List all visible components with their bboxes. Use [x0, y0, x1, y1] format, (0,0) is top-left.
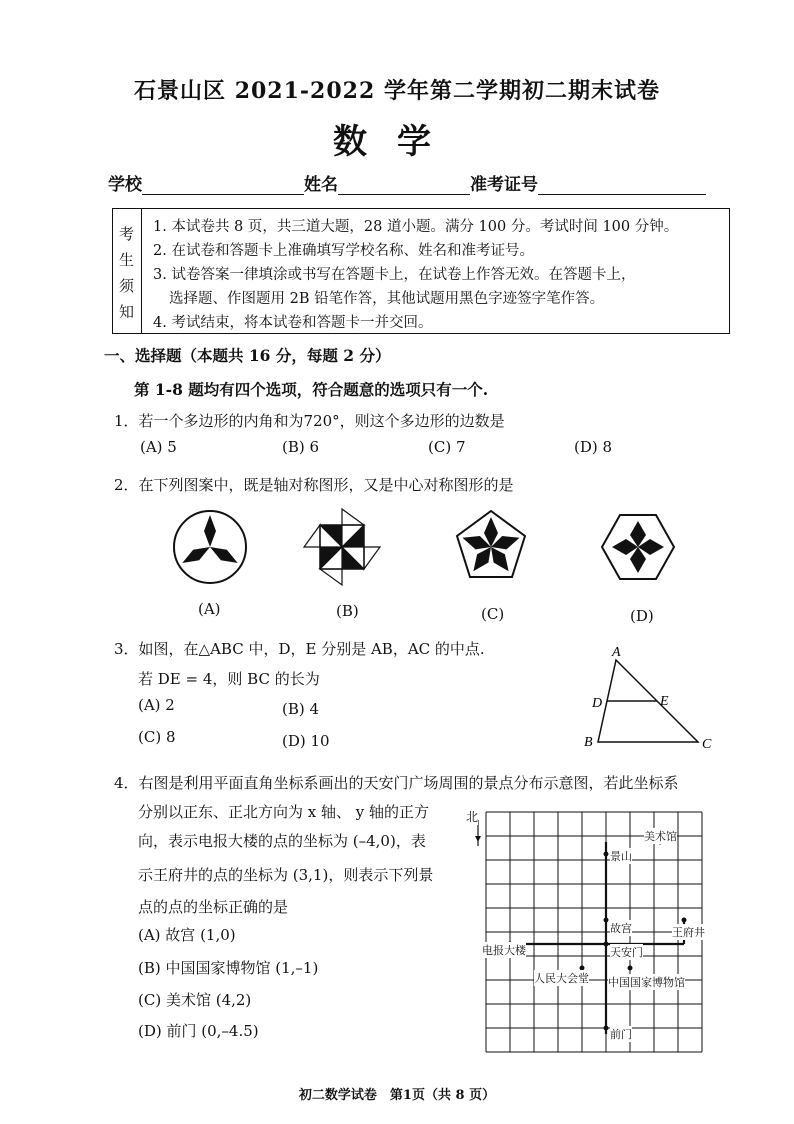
- q1-option-d[interactable]: (D) 8: [574, 438, 613, 456]
- point-b-label: B: [584, 735, 593, 750]
- page-footer: 初二数学试卷 第1页（共 8 页）: [298, 1088, 496, 1103]
- notice-item: 2. 在试卷和答题卡上准确填写学校名称、姓名和准考证号。: [153, 243, 534, 259]
- q2-label-c[interactable]: (C): [481, 605, 505, 623]
- q3-option-c[interactable]: (C) 8: [138, 728, 176, 746]
- q4-stem-line: 示王府井的点的坐标为 (3,1)，则表示下列景: [138, 866, 434, 884]
- point-d-label: D: [592, 696, 603, 711]
- q4-map: [462, 806, 722, 1062]
- q1-stem: 1．若一个多边形的内角和为720°，则这个多边形的边数是: [114, 412, 505, 430]
- name-blank[interactable]: [338, 178, 470, 195]
- figure-a-circle-rhombi[interactable]: [174, 511, 246, 583]
- exam-title: 石景山区 2021-2022 学年第二学期初二期末试卷: [134, 78, 660, 104]
- section-heading: 一、选择题（本题共 16 分，每题 2 分）: [104, 346, 391, 365]
- map-label-art-museum: 美术馆: [644, 830, 677, 843]
- figure-c-pentagon-star[interactable]: [457, 511, 525, 577]
- school-label: 学校: [108, 175, 142, 195]
- map-label-national-museum: 中国国家博物馆: [608, 976, 685, 989]
- notice-side-label: 考 生 须 知: [113, 209, 142, 333]
- q4-stem-line: 分别以正东、正北方向为 x 轴、 y 轴的正方: [138, 803, 430, 821]
- point-c-label: C: [702, 737, 712, 752]
- point-a-label: A: [612, 645, 621, 660]
- school-blank[interactable]: [142, 178, 304, 195]
- figure-d-hexagon-diamonds[interactable]: [602, 515, 674, 579]
- q4-option-b[interactable]: (B) 中国国家博物馆 (1,–1): [138, 959, 319, 977]
- q3-option-d[interactable]: (D) 10: [282, 732, 330, 750]
- figure-b-pinwheel[interactable]: [304, 509, 380, 585]
- map-label-telegraph: 电报大楼: [482, 944, 526, 957]
- q2-label-b[interactable]: (B): [336, 602, 359, 620]
- exam-no-blank[interactable]: [538, 178, 706, 195]
- q2-figures: [168, 505, 688, 595]
- q3-option-a[interactable]: (A) 2: [138, 696, 175, 714]
- map-label-great-hall: 人民大会堂: [534, 972, 589, 985]
- q4-option-c[interactable]: (C) 美术馆 (4,2): [138, 991, 252, 1009]
- map-label-qianmen: 前门: [610, 1028, 632, 1041]
- q3-condition: 若 DE = 4，则 BC 的长为: [138, 670, 320, 688]
- q1-option-b[interactable]: (B) 6: [282, 438, 320, 456]
- q4-option-d[interactable]: (D) 前门 (0,–4.5): [138, 1022, 259, 1040]
- q1-option-c[interactable]: (C) 7: [428, 438, 466, 456]
- notice-item: 选择题、作图题用 2B 铅笔作答，其他试题用黑色字迹签字笔作答。: [169, 291, 605, 307]
- map-label-jingshan: 景山: [610, 850, 632, 863]
- q4-option-a[interactable]: (A) 故宫 (1,0): [138, 926, 236, 944]
- map-label-gugong: 故宫: [610, 922, 632, 935]
- student-info-line: [108, 170, 706, 195]
- map-label-tiananmen: 天安门: [610, 946, 643, 959]
- q4-stem-line: 点的点的坐标正确的是: [138, 898, 289, 916]
- map-label-wangfujing: 王府井: [672, 926, 705, 939]
- q4-stem-line: 向，表示电报大楼的点的坐标为 (–4,0)，表: [138, 832, 426, 850]
- q4-stem-line: 4．右图是利用平面直角坐标系画出的天安门广场周围的景点分布示意图，若此坐标系: [114, 774, 679, 792]
- q1-option-a[interactable]: (A) 5: [140, 438, 177, 456]
- notice-item: 3. 试卷答案一律填涂或书写在答题卡上，在试卷上作答无效。在答题卡上，: [153, 267, 636, 283]
- point-e-label: E: [660, 694, 669, 709]
- q3-triangle-figure: [580, 640, 720, 752]
- notice-box: [112, 208, 730, 334]
- notice-item: 1. 本试卷共 8 页，共三道大题，28 道小题。满分 100 分。考试时间 100 分钟。: [153, 219, 679, 235]
- q3-stem: 3．如图，在△ABC 中，D，E 分别是 AB，AC 的中点.: [114, 640, 485, 658]
- q2-label-a[interactable]: (A): [198, 600, 221, 618]
- q3-option-b[interactable]: (B) 4: [282, 700, 320, 718]
- north-label: 北: [466, 810, 479, 824]
- section-instruction: 第 1-8 题均有四个选项，符合题意的选项只有一个.: [134, 380, 489, 399]
- q2-label-d[interactable]: (D): [630, 607, 654, 625]
- q2-stem: 2．在下列图案中，既是轴对称图形，又是中心对称图形的是: [114, 476, 514, 494]
- subject-title: 数学: [333, 122, 461, 162]
- exam-no-label: 准考证号: [470, 175, 538, 195]
- name-label: 姓名: [304, 175, 338, 195]
- notice-item: 4. 考试结束，将本试卷和答题卡一并交回。: [153, 315, 433, 331]
